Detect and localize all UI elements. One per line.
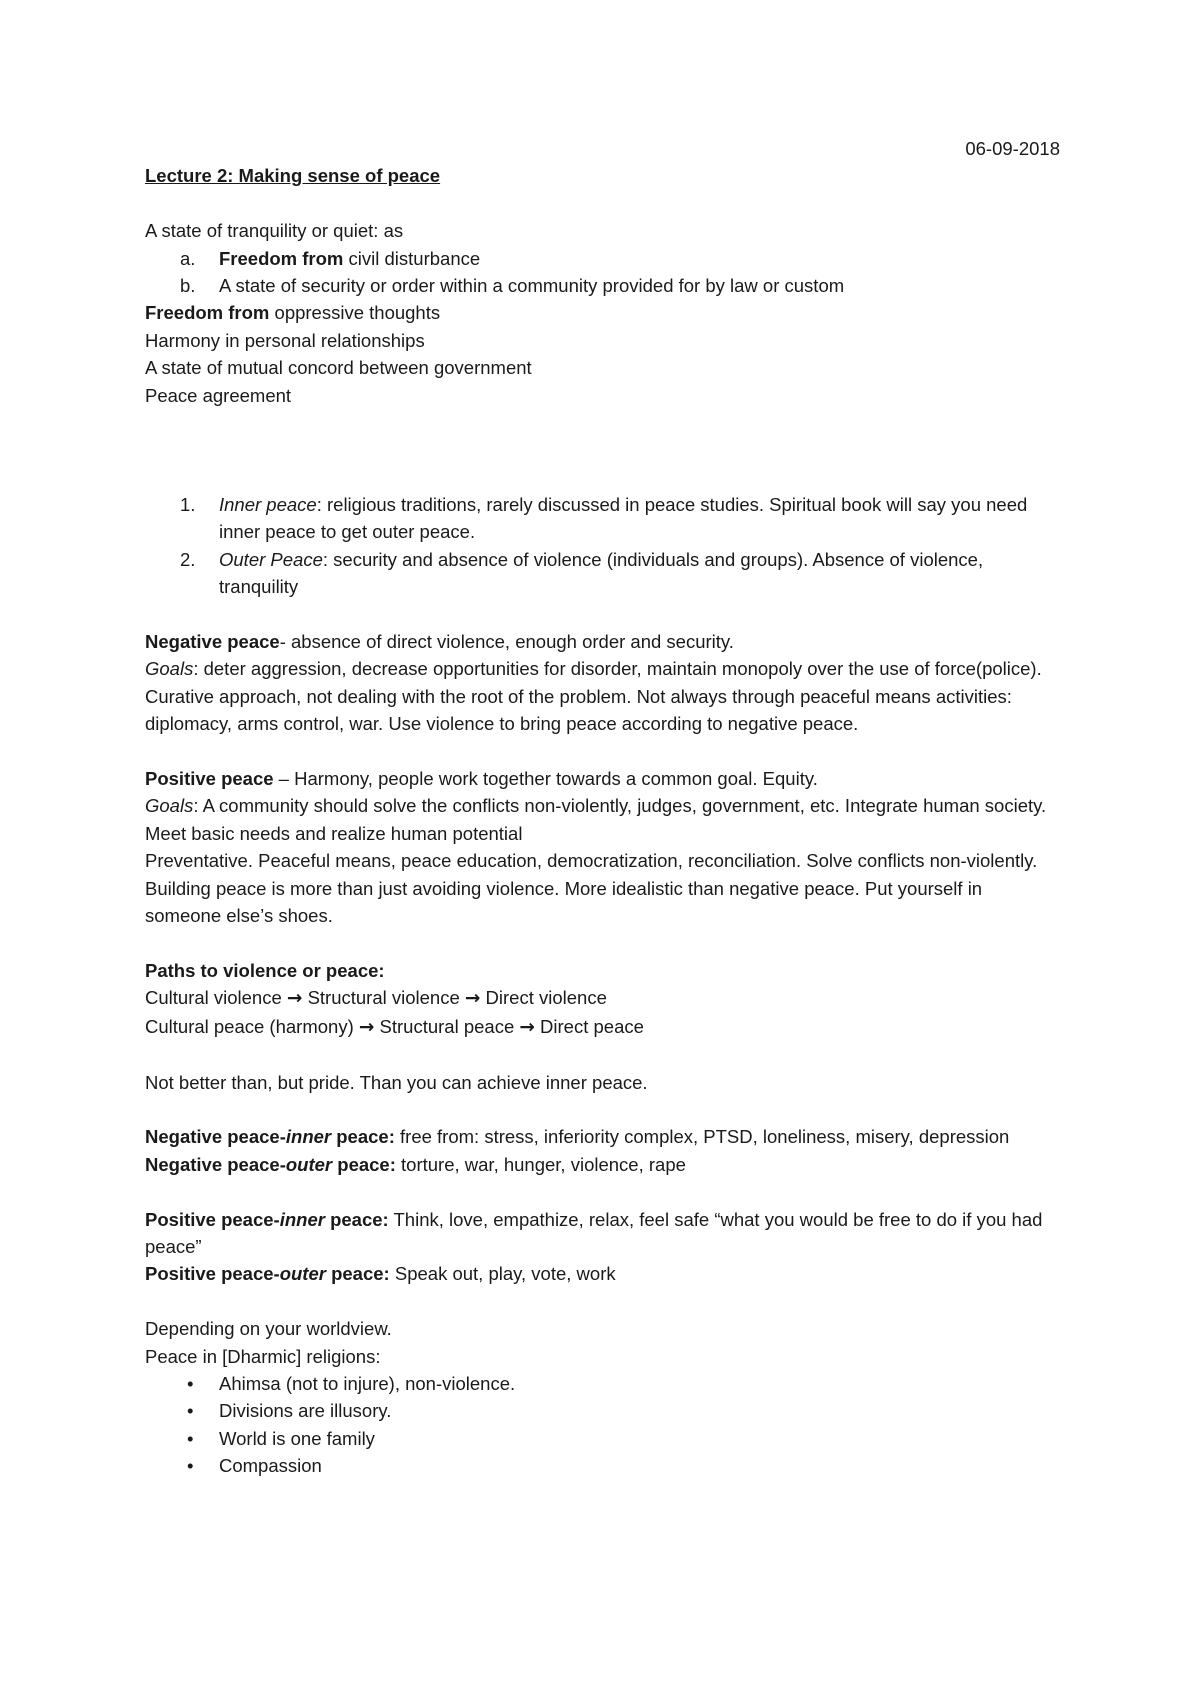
path-step: Structural violence — [307, 987, 460, 1009]
document-body — [145, 135, 1060, 1480]
definition-line: Peace agreement — [145, 384, 292, 406]
lecture-date: 06-09-2018 — [965, 138, 1060, 159]
paragraph-text: Think, love, empathize, relax, feel safe “what you would be free to do if you had peace” — [145, 1208, 1043, 1257]
bold-label: peace: — [324, 1208, 389, 1230]
list-item — [145, 1370, 1060, 1397]
italic-emphasis: outer — [285, 1153, 333, 1175]
list-item-text: Compassion — [219, 1455, 322, 1477]
bold-label: Positive peace- — [145, 1263, 280, 1285]
list-marker: 1. — [180, 494, 196, 516]
list-item-text: A state of security or order within a community provided for by law or custom — [219, 275, 845, 297]
list-item — [145, 491, 1060, 546]
paragraph-text: : A community should solve the conflicts non-violently, judges, government, etc. Integrate human society. Meet basic needs and realize human potential — [145, 795, 1047, 844]
bold-phrase: Positive peace — [145, 768, 274, 790]
list-item — [145, 1425, 1060, 1452]
negative-inner-peace — [145, 1123, 1060, 1150]
pride-note: Not better than, but pride. Than you can achieve inner peace. — [145, 1071, 648, 1093]
list-item — [145, 245, 1060, 272]
term: Outer Peace — [219, 548, 323, 570]
bullet-icon: • — [187, 1372, 194, 1394]
arrow-right-icon: → — [519, 1016, 535, 1038]
bold-phrase — [145, 1209, 389, 1230]
negative-peace-goals — [145, 655, 1060, 682]
definition-line: Harmony in personal relationships — [145, 329, 425, 351]
italic-label: Goals — [145, 795, 194, 817]
bold-phrase — [145, 1126, 395, 1147]
bold-phrase: Paths to violence or peace: — [145, 959, 385, 981]
worldview-line: Depending on your worldview. — [145, 1318, 392, 1340]
bullet-icon: • — [187, 1427, 194, 1449]
path-step: Cultural peace (harmony) — [145, 1015, 354, 1037]
bold-phrase — [145, 1154, 396, 1175]
list-item — [145, 1397, 1060, 1424]
definition-list — [145, 245, 1060, 300]
paths-heading — [145, 957, 1060, 984]
bold-phrase: Negative peace — [145, 631, 280, 653]
positive-peace-goals — [145, 792, 1060, 847]
definition-line: A state of mutual concord between government — [145, 357, 532, 379]
paragraph-text: - absence of direct violence, enough order and security. — [279, 631, 734, 653]
list-marker: b. — [180, 275, 196, 297]
list-item — [145, 546, 1060, 601]
paragraph-text: torture, war, hunger, violence, rape — [395, 1153, 686, 1175]
italic-emphasis: outer — [279, 1263, 326, 1285]
paragraph-text: Speak out, play, vote, work — [389, 1263, 616, 1285]
bold-phrase: Freedom from — [219, 247, 344, 269]
list-item-text: Ahimsa (not to injure), non-violence. — [219, 1372, 516, 1394]
path-step: Direct violence — [485, 987, 607, 1009]
peace-types-list — [145, 491, 1060, 601]
negative-peace-heading — [145, 628, 1060, 655]
definition-intro: A state of tranquility or quiet: as — [145, 220, 404, 242]
paragraph-text: – Harmony, people work together towards a common goal. Equity. — [273, 768, 818, 790]
arrow-right-icon: → — [464, 988, 481, 1010]
path-step: Cultural violence — [145, 987, 282, 1009]
arrow-right-icon: → — [286, 988, 303, 1010]
dharmic-heading: Peace in [Dharmic] religions: — [145, 1345, 381, 1367]
list-item-text: World is one family — [219, 1427, 375, 1449]
italic-emphasis: inner — [279, 1208, 325, 1230]
bold-label: Positive peace- — [145, 1208, 280, 1230]
definition-line — [145, 299, 1060, 326]
positive-peace-preventative: Preventative. Peaceful means, peace education, democratization, reconciliation. Solve conflicts non-violently. Building peace is more than just avoiding violence. More idealistic than negative peace. Put yourself in someone else’s shoes. — [145, 850, 1038, 927]
bold-phrase: Freedom from — [145, 302, 270, 324]
bold-label: peace: — [332, 1153, 396, 1175]
bullet-icon: • — [187, 1400, 194, 1422]
italic-emphasis: inner — [285, 1126, 332, 1148]
bold-label: peace: — [325, 1263, 390, 1285]
bold-label: peace: — [331, 1126, 395, 1148]
bold-label: Negative peace- — [145, 1153, 286, 1175]
positive-inner-peace — [145, 1206, 1060, 1261]
bold-phrase — [145, 1263, 390, 1284]
path-step: Structural peace — [379, 1015, 515, 1037]
lecture-title: Lecture 2: Making sense of peace — [145, 165, 441, 187]
definition-line-text: oppressive thoughts — [269, 302, 441, 324]
arrow-right-icon: → — [358, 1016, 375, 1038]
violence-path — [145, 984, 1060, 1012]
list-item-text: civil disturbance — [343, 247, 481, 269]
paragraph-text: free from: stress, inferiority complex, PTSD, loneliness, misery, depression — [394, 1126, 1010, 1148]
italic-label: Goals — [145, 658, 194, 680]
term: Inner peace — [219, 494, 317, 516]
list-item — [145, 1452, 1060, 1479]
list-item-text: : religious traditions, rarely discussed in peace studies. Spiritual book will say you need inner peace to get outer peace. — [219, 494, 1028, 543]
negative-outer-peace — [145, 1151, 1060, 1178]
list-marker: a. — [180, 247, 196, 269]
list-item-text: : security and absence of violence (individuals and groups). Absence of violence, tranquility — [219, 548, 984, 598]
negative-peace-curative: Curative approach, not dealing with the root of the problem. Not always through peaceful means activities: diplomacy, arms control, war. Use violence to bring peace according to negative peace. — [145, 685, 1012, 735]
paragraph-text: : deter aggression, decrease opportunities for disorder, maintain monopoly over the use of force(police). — [193, 658, 1042, 680]
list-marker: 2. — [180, 548, 196, 570]
peace-path — [145, 1013, 1060, 1041]
list-item-text: Divisions are illusory. — [219, 1400, 392, 1422]
bullet-icon: • — [187, 1455, 194, 1477]
list-item — [145, 272, 1060, 299]
bold-label: Negative peace- — [145, 1126, 286, 1148]
positive-outer-peace — [145, 1260, 1060, 1287]
path-step: Direct peace — [540, 1015, 644, 1037]
dharmic-list — [145, 1370, 1060, 1480]
positive-peace-heading — [145, 765, 1060, 792]
